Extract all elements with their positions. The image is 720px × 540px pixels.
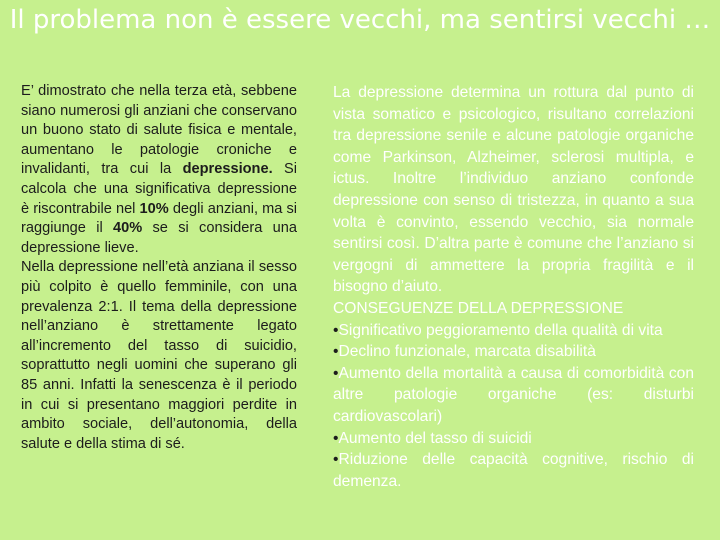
bullet-icon: •: [333, 429, 339, 447]
bold-percent-10: 10%: [139, 200, 169, 217]
list-item: [333, 449, 694, 492]
text-segment: Si calcola che una significativa depressione è riscontrabile nel: [21, 161, 297, 217]
list-item-text: Declino funzionale, marcata disabilità: [338, 343, 596, 361]
slide-title: Il problema non è essere vecchi, ma sentirsi vecchi …: [9, 5, 711, 35]
bullet-icon: •: [333, 364, 339, 382]
list-item-text: Riduzione delle capacità cognitive, rischio di demenza.: [333, 451, 694, 490]
consequences-heading: CONSEGUENZE DELLA DEPRESSIONE: [333, 299, 624, 317]
left-column: [21, 82, 297, 454]
text-segment: degli anziani, ma si raggiunge il: [21, 200, 297, 237]
right-column: [333, 82, 694, 492]
left-paragraph-2: Nella depressione nell’età anziana il sesso più colpito è quello femminile, con una prevalenza 2:1. Il tema della depressione nell’anziano è strettamente legato all’incremento del tasso di suicidio, soprattutto negli uomini che superano gli 85 anni. Infatti la senescenza è il periodo in cui si presentano maggiori perdite in ambito sociale, dell’autonomia, della salute e della stima di sé.: [21, 259, 297, 452]
left-paragraph-1: [21, 82, 297, 258]
list-item: [333, 341, 694, 363]
list-item: [333, 428, 694, 450]
list-item: [333, 363, 694, 428]
text-segment: se si considera una depressione lieve.: [21, 220, 297, 256]
text-segment: E’ dimostrato che nella terza età, sebbene siano numerosi gli anziani che conservano un buono stato di salute fisica e mentale, aumentano le patologie croniche e invalidanti, tra cui la: [21, 83, 297, 178]
list-item: [333, 320, 694, 342]
bullet-icon: •: [333, 451, 339, 469]
list-item-text: Aumento del tasso di suicidi: [338, 429, 532, 447]
list-item-text: Significativo peggioramento della qualità di vita: [338, 321, 663, 339]
bold-percent-40: 40%: [113, 220, 143, 237]
right-paragraph: La depressione determina un rottura dal punto di vista somatico e psicologico, risultano correlazioni tra depressione senile e alcune patologie organiche come Parkinson, Alzheimer, sclerosi multipla, e ictus. Inoltre l’individuo anziano confonde depressione con senso di tristezza, in quanto a sua volta è convinto, essendo vecchio, sia normale sentirsi così. D’altra parte è comune che l’anziano si vergogni di ammettere la propria fragilità e il bisogno d’aiuto.: [333, 84, 694, 296]
bullet-icon: •: [333, 343, 339, 361]
bold-depressione: depressione.: [182, 161, 273, 178]
bullet-icon: •: [333, 321, 339, 339]
list-item-text: Aumento della mortalità a causa di comorbidità con altre patologie organiche (es: disturbi cardiovascolari): [333, 364, 694, 425]
